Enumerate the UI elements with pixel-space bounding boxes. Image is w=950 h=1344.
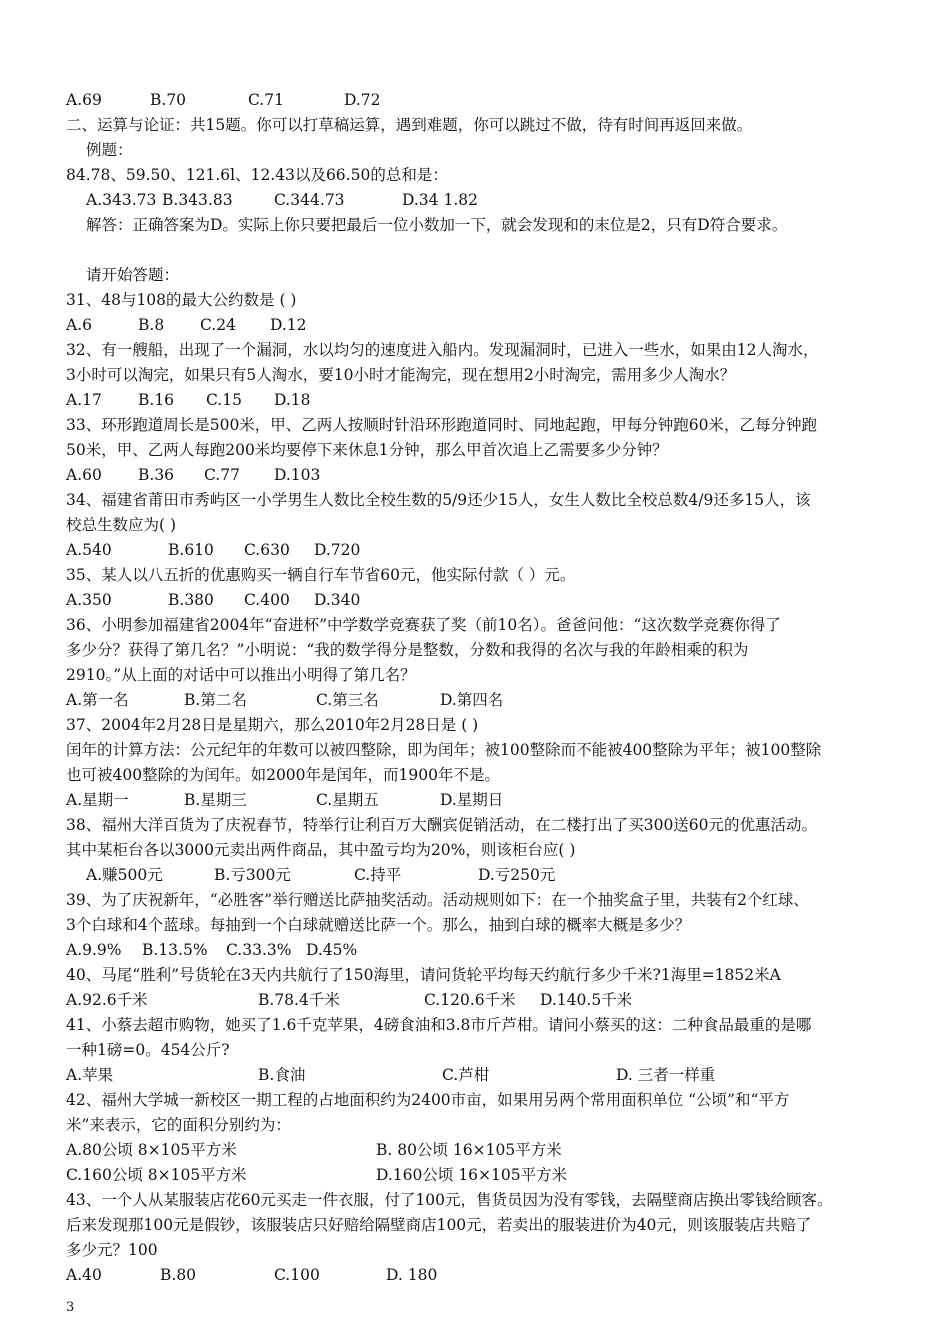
option: C.第三名 <box>316 691 379 709</box>
option: B.610 <box>168 541 214 559</box>
option: C.120.6千米 <box>424 991 516 1009</box>
option: B.第二名 <box>184 691 247 709</box>
question-text: 38、福州大洋百货为了庆祝春节，特举行让利百万大酬宾促销活动，在二楼打出了买300送60元的优惠活动。 <box>66 816 818 834</box>
option: A.540 <box>66 541 112 559</box>
question-text: 一种1磅=0。454公斤? <box>66 1041 230 1059</box>
option: B.70 <box>150 91 187 109</box>
page-number: 3 <box>66 1300 75 1315</box>
option: C.400 <box>244 591 290 609</box>
option: D.72 <box>344 91 381 109</box>
option: C.24 <box>200 316 236 334</box>
option: A.赚500元 <box>86 866 163 884</box>
option: A.343.73 <box>86 191 157 209</box>
question-text: 43、一个人从某服装店花60元买走一件衣服，付了100元，售货员因为没有零钱，去隔壁商店换出零钱给顾客。 <box>66 1191 833 1209</box>
option: C.71 <box>248 91 284 109</box>
option: D.18 <box>274 391 311 409</box>
option: C.33.3% <box>226 941 292 959</box>
option: C.15 <box>206 391 242 409</box>
option: B.36 <box>138 466 175 484</box>
option: A.60 <box>66 466 102 484</box>
question-text: 也可被400整除的为闰年。如2000年是闰年，而1900年不是。 <box>66 766 500 784</box>
question-text: 41、小蔡去超市购物，她买了1.6千克苹果，4磅食油和3.8市斤芦柑。请问小蔡买的这：二种食品最重的是哪 <box>66 1016 812 1034</box>
option: D. 三者一样重 <box>616 1066 716 1084</box>
option: D. 180 <box>386 1266 438 1284</box>
option: A.92.6千米 <box>66 991 148 1009</box>
question-text: 2910。”从上面的对话中可以推出小明得了第几名？ <box>66 666 416 684</box>
option: D.45% <box>306 941 358 959</box>
option: B.380 <box>168 591 214 609</box>
question-text: 33、环形跑道周长是500米，甲、乙两人按顺时针沿环形跑道同时、同地起跑，甲每分钟跑60米，乙每分钟跑 <box>66 416 818 434</box>
question-text: 40、马尾“胜利”号货轮在3天内共航行了150海里，请问货轮平均每天约航行多少千米?1海里=1852米A <box>66 966 781 984</box>
option: D.720 <box>314 541 361 559</box>
option: A.6 <box>66 316 92 334</box>
option: B.亏300元 <box>214 866 291 884</box>
question-text: 39、为了庆祝新年，“必胜客”举行赠送比萨抽奖活动。活动规则如下：在一个抽奖盒子里，共装有2个红球、 <box>66 891 809 909</box>
question-text: 闰年的计算方法：公元纪年的年数可以被四整除，即为闰年；被100整除而不能被400整除为平年；被100整除 <box>66 741 822 759</box>
option: B.16 <box>138 391 175 409</box>
question-text: 50米，甲、乙两人每跑200米均要停下来休息1分钟，那么甲首次追上乙需要多少分钟？ <box>66 441 668 459</box>
question-text: 3个白球和4个蓝球。每抽到一个白球就赠送比萨一个。那么，抽到白球的概率大概是多少？ <box>66 916 691 934</box>
example-label: 例题： <box>86 141 133 159</box>
question-text: 其中某柜台各以3000元卖出两件商品，其中盈亏均为20%，则该柜台应( ) <box>66 841 576 859</box>
option: A.17 <box>66 391 102 409</box>
option: A.苹果 <box>66 1066 114 1084</box>
option: A.9.9% <box>66 941 122 959</box>
option: A.69 <box>66 91 102 109</box>
option: A.350 <box>66 591 112 609</box>
question-text: 3小时可以淘完，如果只有5人淘水，要10小时才能淘完，现在想用2小时淘完，需用多少人淘水？ <box>66 366 736 384</box>
start-label: 请开始答题： <box>86 266 180 284</box>
question-text: 36、小明参加福建省2004年“奋进杯”中学数学竞赛获了奖（前10名）。爸爸问他：“这次数学竞赛你得了 <box>66 616 781 634</box>
question-text: 42、福州大学城一新校区一期工程的占地面积约为2400市亩，如果用另两个常用面积单位 “公顷”和“平方 <box>66 1091 790 1109</box>
option: D.103 <box>274 466 321 484</box>
option: B.食油 <box>258 1066 306 1084</box>
question-text: 37、2004年2月28日是星期六，那么2010年2月28日是 ( ) <box>66 716 479 734</box>
question-text: 多少分？获得了第几名？”小明说：“我的数学得分是整数，分数和我得的名次与我的年龄相乘的积为 <box>66 641 749 659</box>
option: D.星期日 <box>440 791 504 809</box>
option: C.160公顷 8×105平方米 <box>66 1166 247 1184</box>
option: D.第四名 <box>440 691 504 709</box>
option: D.340 <box>314 591 361 609</box>
question-text: 35、某人以八五折的优惠购买一辆自行车节省60元，他实际付款（ ）元。 <box>66 566 576 584</box>
option: D.12 <box>270 316 307 334</box>
option: A.40 <box>66 1266 102 1284</box>
option: C.芦柑 <box>442 1066 490 1084</box>
question-text: 34、福建省莆田市秀屿区一小学男生人数比全校生数的5/9还少15人，女生人数比全校总数4/9还多15人，该 <box>66 491 811 509</box>
option: C.630 <box>244 541 290 559</box>
option: B.78.4千米 <box>258 991 340 1009</box>
example-answer: 解答：正确答案为D。实际上你只要把最后一位小数加一下，就会发现和的末位是2，只有D符合要求。 <box>86 216 788 234</box>
question-text: 31、48与108的最大公约数是 ( ) <box>66 291 297 309</box>
option: C.344.73 <box>274 191 345 209</box>
option: D.160公顷 16×105平方米 <box>376 1166 568 1184</box>
option: A.80公顷 8×105平方米 <box>66 1141 237 1159</box>
question-text: 校总生数应为( ) <box>66 516 177 534</box>
option: B.8 <box>138 316 165 334</box>
question-text: 32、有一艘船，出现了一个漏洞，水以均匀的速度进入船内。发现漏洞时，已进入一些水，如果由12人淘水， <box>66 341 819 359</box>
question-text: 后来发现那100元是假钞，该服装店只好赔给隔壁商店100元，若卖出的服装进价为40元，则该服装店共赔了 <box>66 1216 812 1234</box>
option: D.34 1.82 <box>402 191 478 209</box>
option: B.星期三 <box>184 791 247 809</box>
option: B. 80公顷 16×105平方米 <box>376 1141 562 1159</box>
question-text: 米”来表示，它的面积分别约为： <box>66 1116 291 1134</box>
option: B.343.83 <box>162 191 233 209</box>
option: C.77 <box>204 466 240 484</box>
example-question: 84.78、59.50、121.6l、12.43以及66.50的总和是： <box>66 166 448 184</box>
option: A.第一名 <box>66 691 129 709</box>
option: A.星期一 <box>66 791 129 809</box>
option: C.持平 <box>354 866 402 884</box>
option: D.亏250元 <box>478 866 556 884</box>
option: C.100 <box>274 1266 320 1284</box>
option: C.星期五 <box>316 791 379 809</box>
section-title: 二、运算与论证：共15题。你可以打草稿运算，遇到难题，你可以跳过不做，待有时间再返回来做。 <box>66 116 753 134</box>
option: B.13.5% <box>142 941 208 959</box>
question-text: 多少元？100 <box>66 1241 158 1259</box>
option: B.80 <box>160 1266 197 1284</box>
option: D.140.5千米 <box>540 991 633 1009</box>
